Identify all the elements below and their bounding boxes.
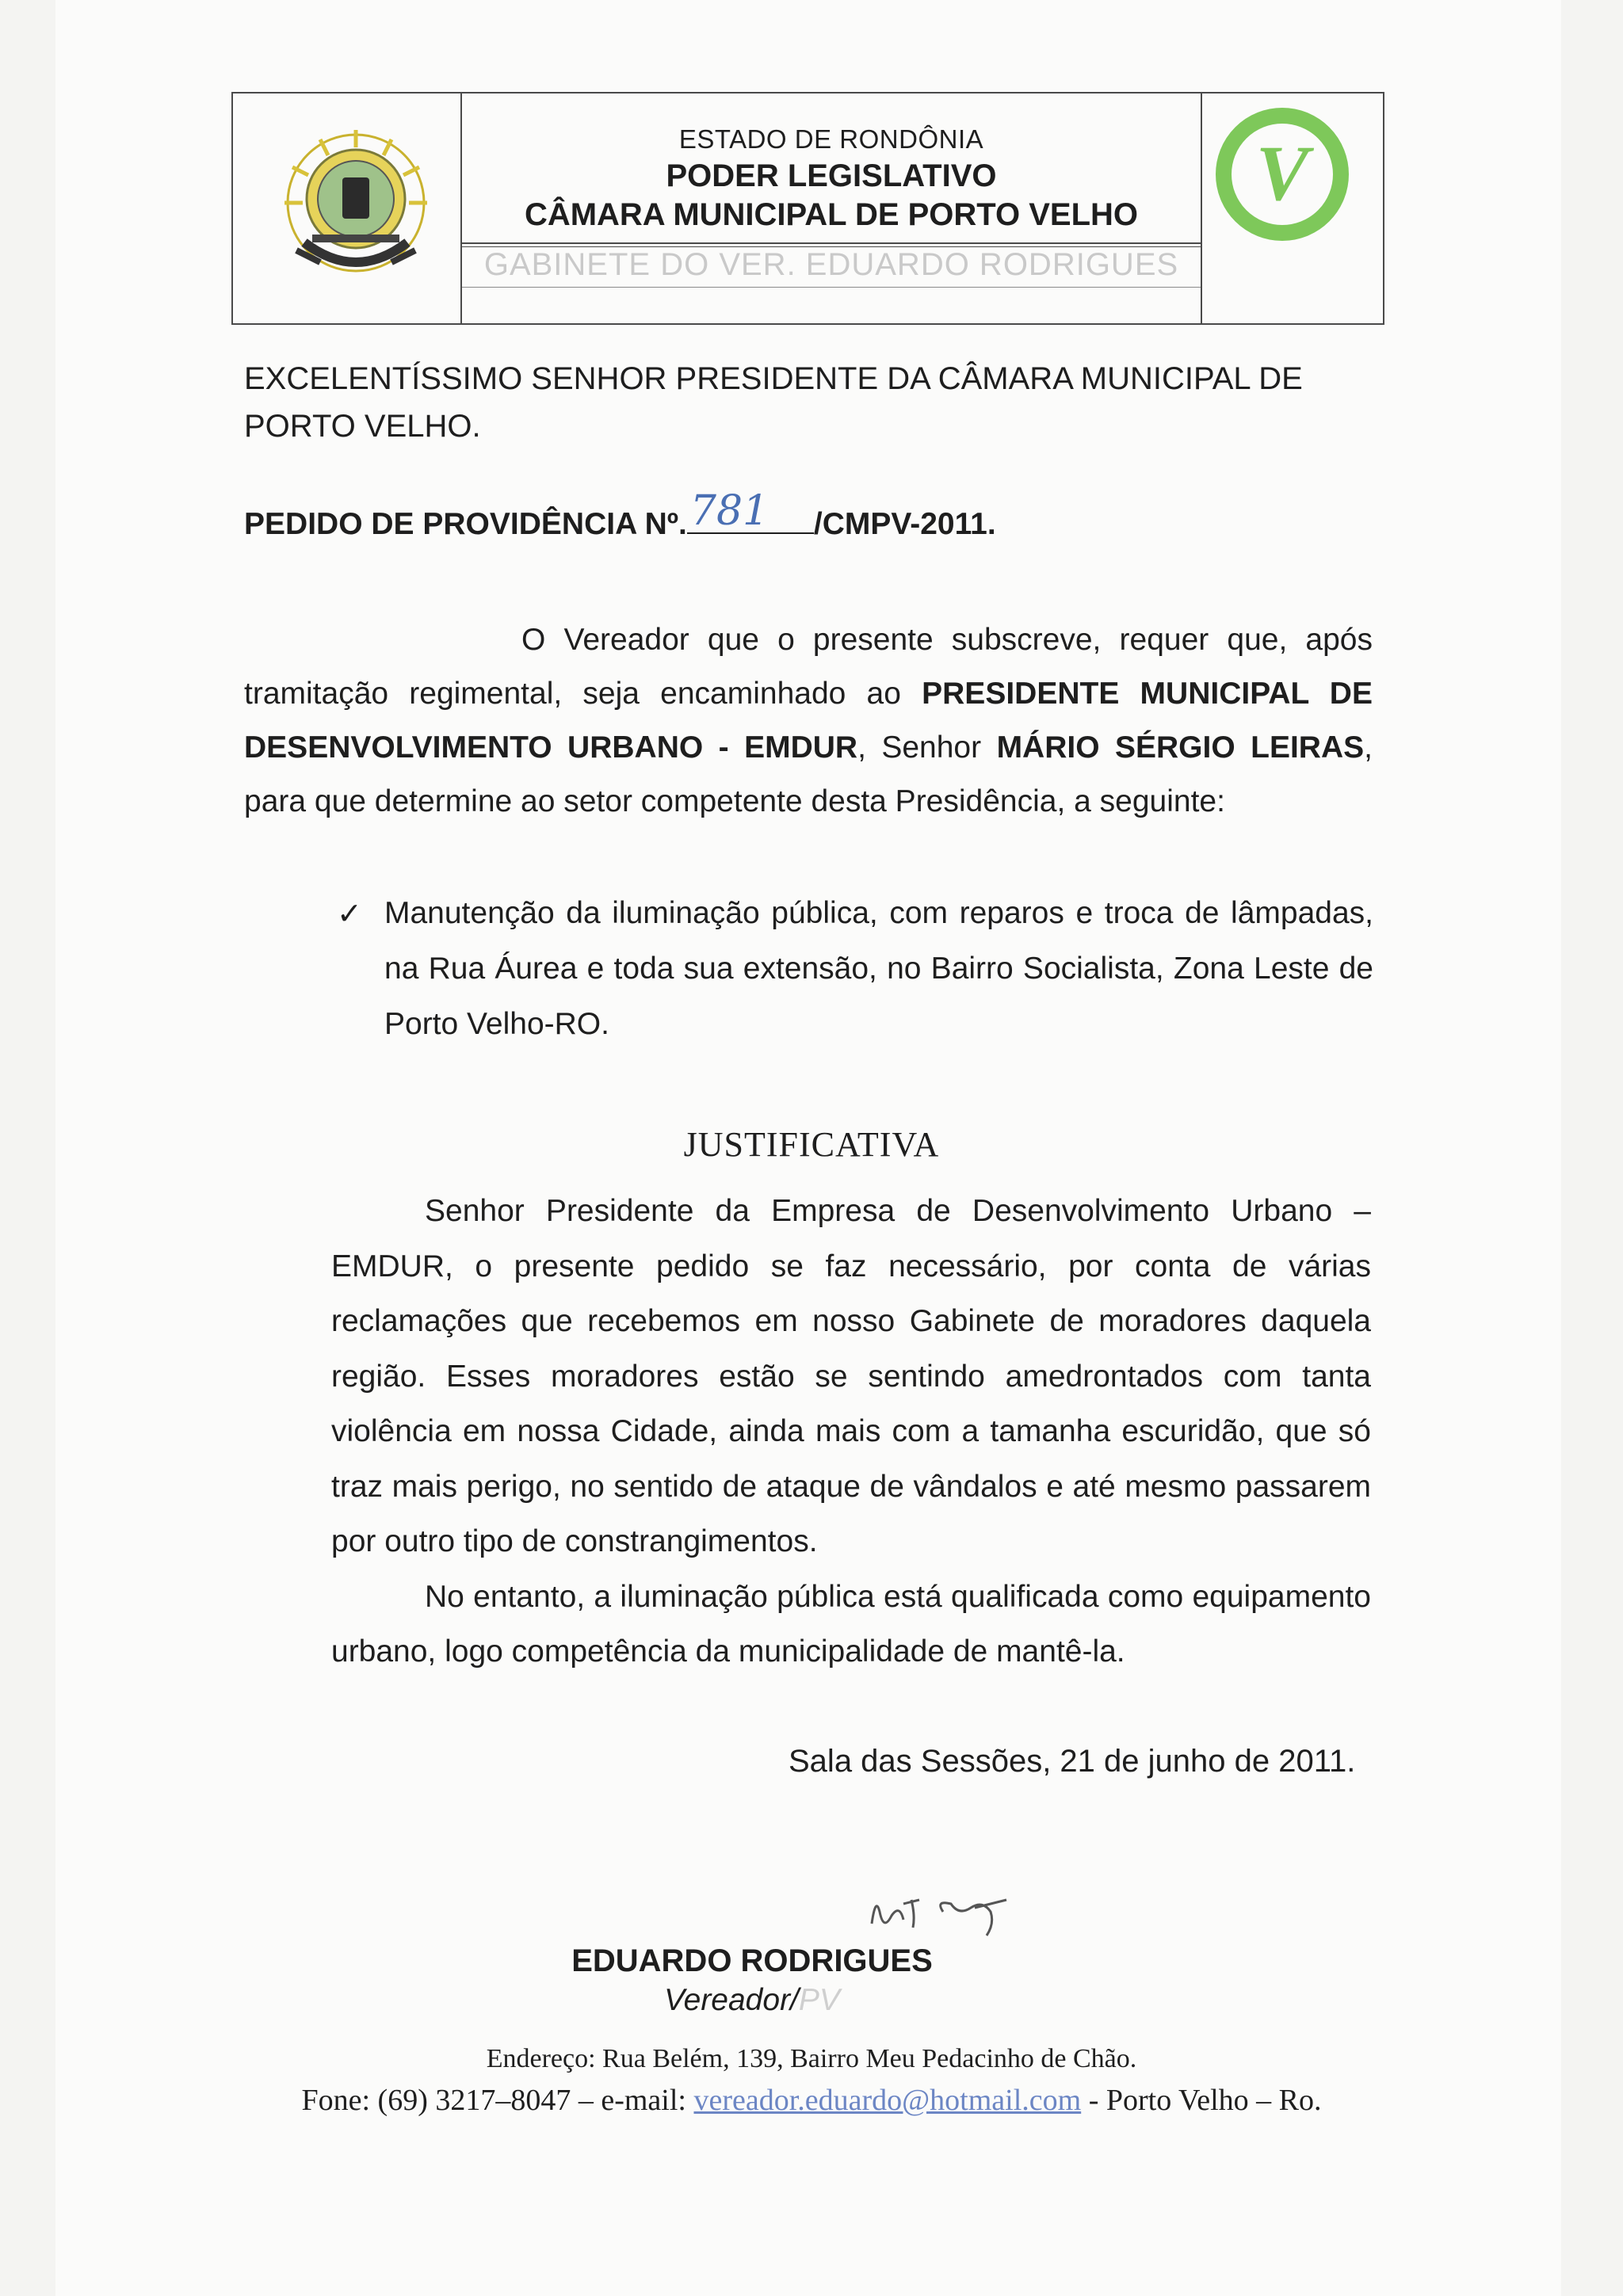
phone-text: Fone: (69) 3217–8047 – e-mail: — [301, 2084, 694, 2117]
request-item — [337, 886, 1373, 1052]
letterhead-titles — [462, 122, 1201, 235]
place-date: Sala das Sessões, 21 de junho de 2011. — [789, 1744, 1356, 1779]
addressee-line: EXCELENTÍSSIMO SENHOR PRESIDENTE DA CÂMARA MUNICIPAL DE PORTO VELHO. — [244, 361, 1303, 444]
intro-paragraph — [244, 613, 1373, 829]
justification-text: No entanto, a iluminação pública está qualificada como equipamento urbano, logo competência da municipalidade de mantê-la. — [331, 1579, 1371, 1669]
party-logo-icon — [1212, 103, 1355, 246]
request-suffix: /CMPV-2011. — [813, 507, 996, 541]
chamber-name: CÂMARA MUNICIPAL DE PORTO VELHO — [524, 197, 1139, 232]
footer-address: Endereço: Rua Belém, 139, Bairro Meu Pedacinho de Chão. — [486, 2044, 1137, 2073]
request-item-text: Manutenção da iluminação pública, com reparos e troca de lâmpadas, na Rua Áurea e toda sua extensão, no Bairro Socialista, Zona Leste de Porto Velho-RO. — [384, 896, 1373, 1041]
intro-bold-agency: PRESIDENTE MUNICIPAL DE DESENVOLVIMENTO URBANO - EMDUR — [244, 677, 1373, 765]
party-logo-letter: V — [1255, 129, 1309, 217]
office-name: GABINETE DO VER. EDUARDO RODRIGUES — [483, 247, 1179, 282]
justification-text: Senhor Presidente da Empresa de Desenvolvimento Urbano – EMDUR, o presente pedido se faz necessário, por conta de várias reclamações que recebemos em nosso Gabinete de moradores daquela região. Esses moradores estão se sentindo amedrontados com tanta violência em nossa Cidade, ainda mais com a tamanha escuridão, que só traz mais perigo, no sentido de ataque de vândalos e até mesmo passarem por outro tipo de constrangimentos. — [331, 1194, 1371, 1558]
state-name: ESTADO DE RONDÔNIA — [678, 124, 984, 154]
intro-bold-person: MÁRIO SÉRGIO LEIRAS — [996, 730, 1365, 765]
signer-name-text: EDUARDO RODRIGUES — [571, 1943, 933, 1978]
justification-paragraph — [331, 1184, 1371, 1569]
email-link[interactable]: vereador.eduardo@hotmail.com — [693, 2084, 1082, 2117]
number-blank — [687, 487, 814, 535]
divider — [1201, 93, 1202, 323]
check-icon: ✓ — [337, 896, 362, 931]
divider — [462, 287, 1201, 288]
intro-text: , para que determine ao setor competente desta Presidência, a seguinte: — [244, 730, 1373, 818]
request-number — [244, 487, 996, 549]
municipal-seal-icon — [273, 124, 439, 290]
intro-text: O Vereador que o presente subscreve, requer que, após tramitação regimental, seja encaminhado ao — [244, 623, 1373, 711]
footer-contact — [0, 2076, 1623, 2125]
branch-name: PODER LEGISLATIVO — [666, 158, 997, 193]
justification-paragraph — [331, 1569, 1371, 1680]
handwritten-number: 781 — [689, 487, 769, 535]
letterhead — [231, 92, 1384, 325]
justification-body — [331, 1184, 1371, 1680]
intro-text: , Senhor — [857, 730, 997, 765]
signer-role — [0, 1976, 1623, 2025]
signer-party: PV — [798, 1983, 840, 2017]
justification-title: JUSTIFICATIVA — [683, 1125, 940, 1164]
request-prefix: PEDIDO DE PROVIDÊNCIA Nº. — [244, 507, 687, 541]
city-text: - Porto Velho – Ro. — [1081, 2084, 1322, 2117]
signer-role-text: Vereador/ — [664, 1983, 799, 2017]
